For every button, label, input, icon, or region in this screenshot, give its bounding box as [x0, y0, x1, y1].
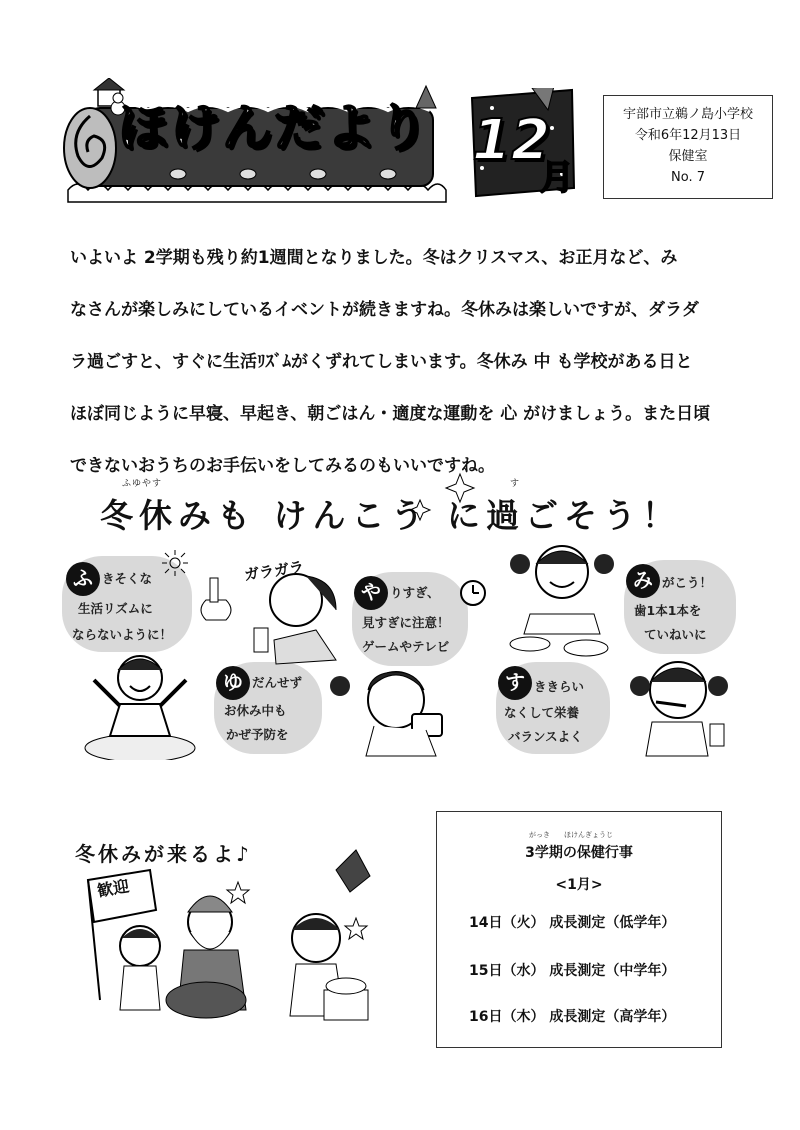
schedule-furigana: がっき ほけんぎょうじ — [529, 831, 613, 839]
tip-text-line: 見すぎに注意！ — [362, 615, 450, 630]
tip-text-line: なくして栄養 — [504, 705, 580, 720]
tip-badge: ふ — [66, 562, 100, 596]
issue-date: 令和6年12月13日 — [634, 128, 742, 143]
newsletter-title: ほけんだより — [118, 99, 430, 157]
health-schedule-box — [436, 811, 722, 1048]
tip-badge: ゆ — [216, 666, 250, 700]
headline-text: 冬休みも けんこう に過ごそう！ — [100, 496, 681, 535]
tip-text-line: だんせず — [252, 675, 303, 690]
intro-paragraph — [70, 232, 740, 492]
intro-line: ほぼ同じように早寝、早起き、朝ごはん・適度な運動を 心 がけましょう。また日頃 — [70, 404, 711, 424]
tip-text-line: かぜ予防を — [226, 727, 289, 742]
waking-child-illustration — [80, 640, 200, 760]
issue-info-box — [603, 95, 773, 199]
office-name: 保健室 — [668, 149, 708, 164]
brushing-child-illustration — [626, 650, 736, 760]
schedule-row — [469, 960, 675, 980]
month-kanji: 月 — [540, 158, 574, 198]
tip-text-line: りすぎ、 — [390, 585, 440, 600]
clock-icon — [458, 578, 488, 608]
issue-number: No. 7 — [671, 170, 705, 185]
school-name: 宇部市立鵜ノ島小学校 — [622, 107, 753, 122]
schedule-event: 成長測定（中学年） — [549, 963, 676, 979]
schedule-date: 14日（火） — [469, 915, 545, 931]
tip-text-line: お休み中も — [224, 703, 287, 718]
intro-line: なさんが楽しみにしているイベントが続きますね。冬休みは楽しいですが、ダラダ — [70, 300, 699, 320]
gargle-sound-label: ガラガラ — [243, 557, 306, 585]
eating-child-illustration — [500, 534, 620, 664]
month-number: 12 — [472, 108, 550, 173]
intro-line: できないおうちのお手伝いをしてみるのもいいですね。 — [70, 456, 495, 476]
schedule-event: 成長測定（高学年） — [549, 1009, 676, 1025]
party-title: 冬休みが来るよ♪ — [75, 842, 252, 866]
tip-text-line: きそくな — [102, 571, 153, 586]
tip-text-line: 生活リズムに — [78, 601, 153, 616]
tip-text-line: ていねいに — [644, 627, 707, 642]
tip-text-line: ならないように！ — [72, 627, 173, 642]
schedule-month: <1月> — [555, 877, 603, 893]
schedule-event: 成長測定（低学年） — [549, 915, 676, 931]
tip-text-line: バランスよく — [508, 729, 583, 744]
intro-line: ラ過ごすと、すぐに生活ﾘｽﾞﾑがくずれてしまいます。冬休み 中 も学校がある日と — [70, 352, 693, 372]
schedule-date: 15日（水） — [469, 963, 545, 979]
tip-text-line: がこう！ — [662, 575, 713, 590]
welcome-banner-text: 歓迎 — [95, 876, 131, 901]
schedule-row — [469, 1006, 675, 1026]
sun-icon — [160, 548, 190, 578]
tip-text-line: ゲームやテレビ — [362, 639, 450, 654]
game-child-illustration — [326, 660, 456, 760]
tip-badge: す — [498, 666, 532, 700]
tip-badge: や — [354, 576, 388, 610]
intro-line: いよいよ 2学期も残り約1週間となりました。冬はクリスマス、お正月など、み — [70, 248, 678, 268]
tip-badge: み — [626, 564, 660, 598]
tip-text-line: 歯1本1本を — [634, 603, 702, 618]
tip-text-line: ききらい — [534, 679, 585, 694]
headline-furigana: ふゆやす — [122, 479, 163, 489]
sparkle-icon — [380, 470, 500, 550]
schedule-date: 16日（木） — [469, 1009, 545, 1025]
schedule-title: 3学期の保健行事 — [525, 845, 633, 861]
headline-furigana: す — [510, 479, 521, 489]
christmas-party-illustration — [60, 840, 380, 1040]
schedule-row — [469, 912, 675, 932]
